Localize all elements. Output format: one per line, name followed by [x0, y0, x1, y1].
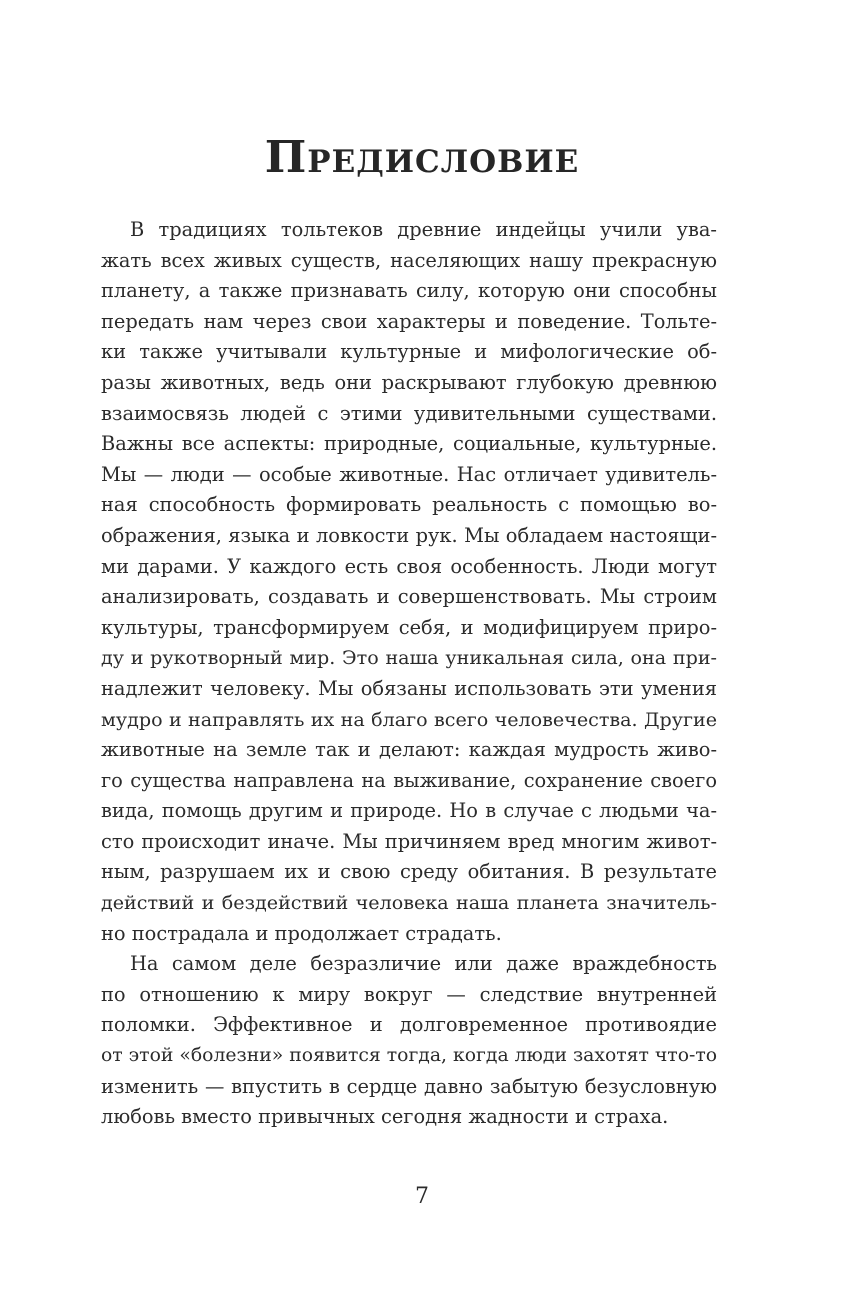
text-line: планету, а также признавать силу, которую они способны — [101, 279, 717, 303]
chapter-title: Предисловие — [264, 132, 580, 183]
text-line: надлежит человеку. Мы обязаны использовать эти умения — [101, 676, 717, 700]
text-line: ображения, языка и ловкости рук. Мы обладаем настоящи- — [101, 523, 717, 547]
text-line: В традициях тольтеков древние индейцы учили ува- — [130, 218, 717, 241]
text-line: мудро и направлять их на благо всего человечества. Другие — [101, 707, 717, 731]
text-line: Важны все аспекты: природные, социальные, культурные. — [101, 432, 717, 456]
paragraph — [101, 949, 717, 1133]
text-line: анализировать, создавать и совершенствовать. Мы строим — [101, 585, 717, 609]
text-line: ным, разрушаем их и свою среду обитания. В результате — [101, 860, 717, 884]
text-line: любовь вместо привычных сегодня жадности и страха. — [101, 1105, 669, 1129]
text-line: разы животных, ведь они раскрывают глубокую древнюю — [101, 370, 717, 394]
text-line: по отношению к миру вокруг — следствие внутренней — [101, 982, 717, 1006]
text-line: животные на земле так и делают: каждая мудрость живо- — [101, 738, 717, 762]
text-line: ная способность формировать реальность с помощью во- — [101, 493, 717, 517]
text-line: го существа направлена на выживание, сохранение своего — [101, 768, 717, 792]
text-line: изменить — впустить в сердце давно забытую безусловную — [101, 1074, 717, 1098]
body-text — [101, 215, 717, 1133]
text-line: ми дарами. У каждого есть своя особенность. Люди могут — [101, 554, 717, 578]
text-line: Мы — люди — особые животные. Нас отличает удивитель- — [101, 462, 717, 486]
text-line: ки также учитывали культурные и мифологические об- — [101, 340, 717, 364]
text-line: передать нам через свои характеры и поведение. Тольте- — [101, 309, 717, 333]
text-line: от этой «болезни» появится тогда, когда люди захотят что-то — [101, 1045, 717, 1067]
paragraph — [101, 215, 717, 949]
text-line: вида, помощь другим и природе. Но в случае с людьми ча- — [101, 799, 717, 823]
text-line: На самом деле безразличие или даже враждебность — [130, 952, 717, 976]
text-line: взаимосвязь людей с этими удивительными существами. — [101, 401, 717, 425]
text-line: действий и бездействий человека наша планета значитель- — [101, 891, 717, 915]
paragraphs — [101, 215, 717, 1133]
text-line: но пострадала и продолжает страдать. — [101, 921, 502, 945]
text-line: жать всех живых существ, населяющих нашу прекрасную — [101, 248, 717, 272]
text-line: культуры, трансформируем себя, и модифицируем приро- — [101, 615, 717, 639]
page-number: 7 — [415, 1184, 429, 1209]
text-line: ду и рукотворный мир. Это наша уникальная сила, она при- — [101, 646, 717, 670]
text-line: поломки. Эффективное и долговременное противоядие — [101, 1013, 717, 1037]
text-line: сто происходит иначе. Мы причиняем вред многим живот- — [101, 829, 717, 853]
